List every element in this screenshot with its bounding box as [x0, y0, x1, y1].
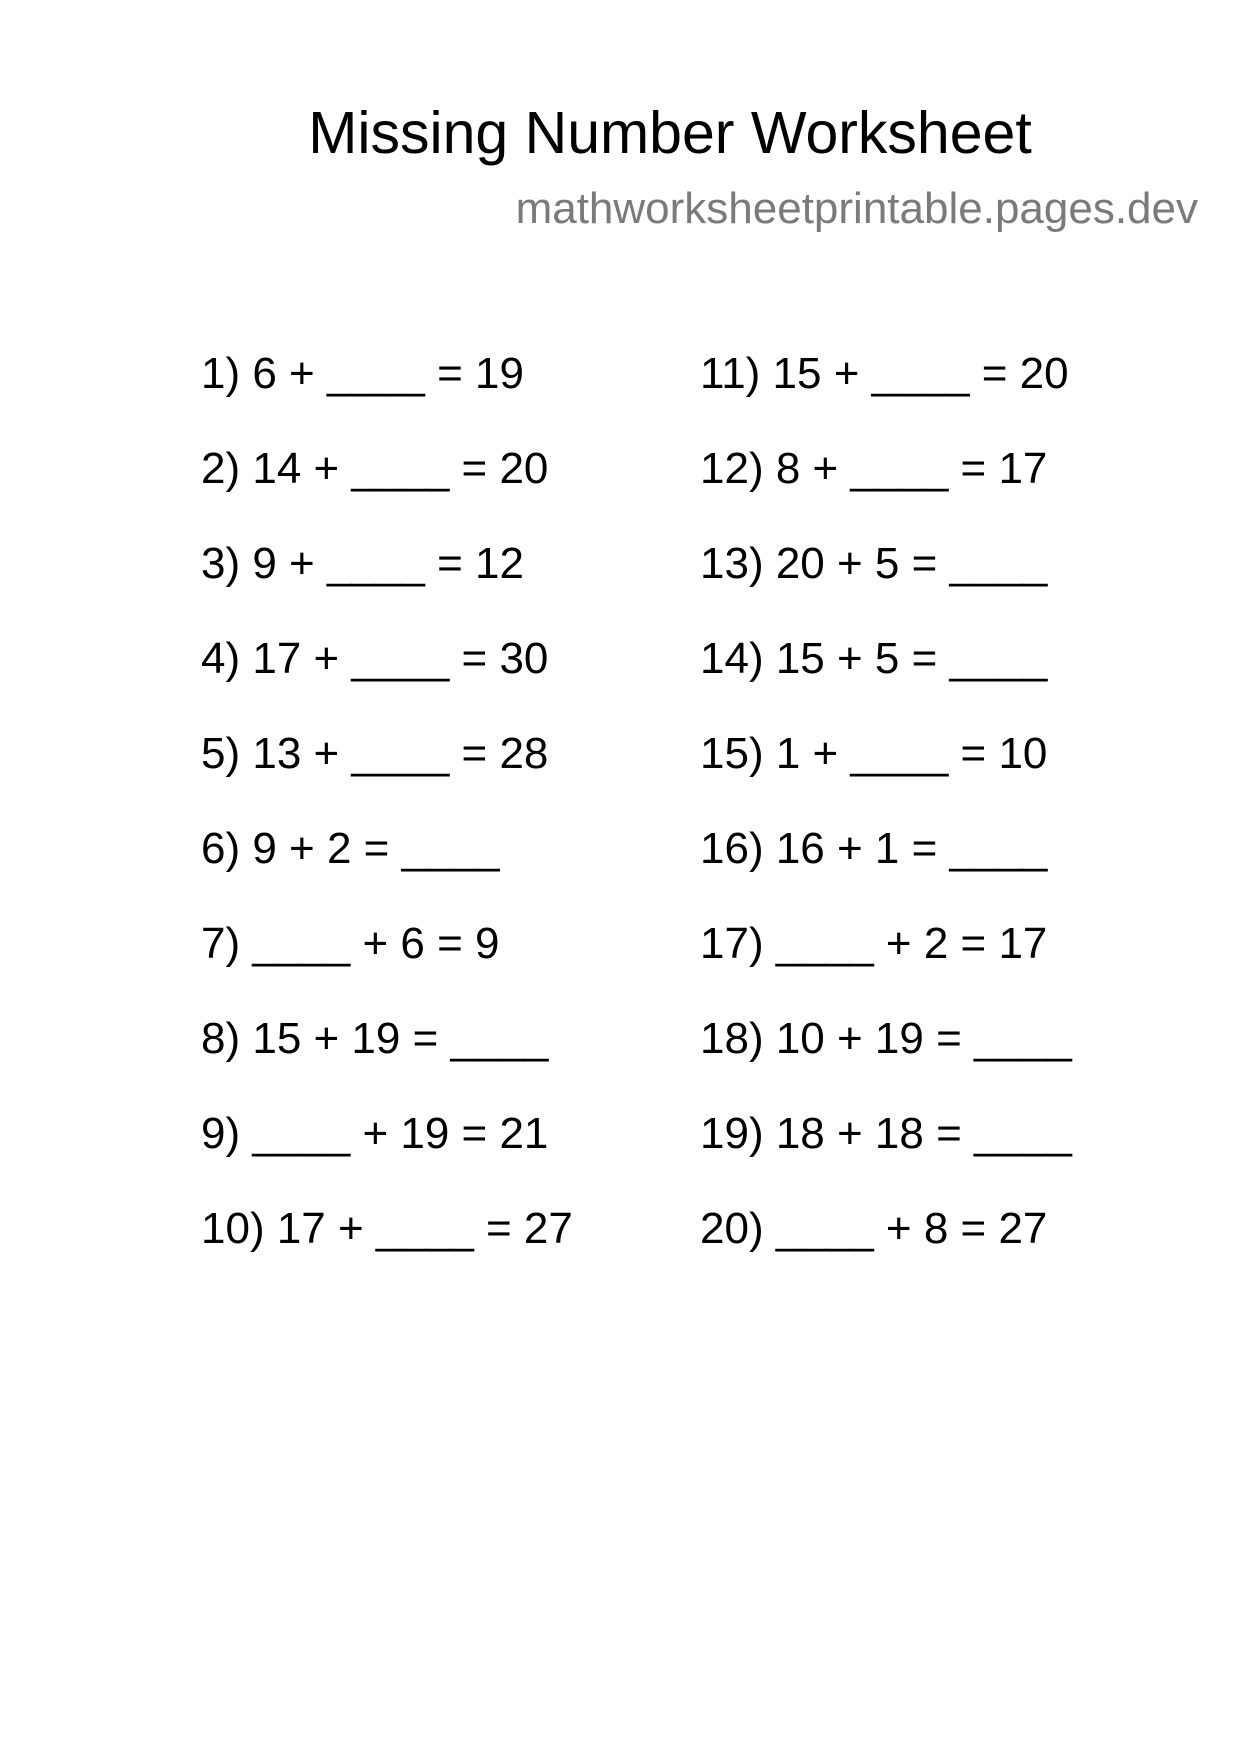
source-url: mathworksheetprintable.pages.dev	[515, 184, 1198, 233]
problem-13: 13) 20 + 5 = ____	[700, 539, 1048, 588]
problem-11: 11) 15 + ____ = 20	[700, 349, 1069, 398]
problem-4: 4) 17 + ____ = 30	[201, 634, 549, 683]
problem-10: 10) 17 + ____ = 27	[201, 1204, 573, 1253]
problem-2: 2) 14 + ____ = 20	[201, 444, 549, 493]
problem-9: 9) ____ + 19 = 21	[201, 1109, 549, 1158]
problem-19: 19) 18 + 18 = ____	[700, 1109, 1072, 1158]
worksheet-title: Missing Number Worksheet	[308, 100, 1032, 166]
problem-8: 8) 15 + 19 = ____	[201, 1014, 549, 1063]
problem-6: 6) 9 + 2 = ____	[201, 824, 500, 873]
problem-3: 3) 9 + ____ = 12	[201, 539, 524, 588]
problem-14: 14) 15 + 5 = ____	[700, 634, 1048, 683]
problem-column-left	[201, 346, 573, 1296]
problem-17: 17) ____ + 2 = 17	[700, 919, 1048, 968]
problem-16: 16) 16 + 1 = ____	[700, 824, 1048, 873]
problem-18: 18) 10 + 19 = ____	[700, 1014, 1072, 1063]
problem-7: 7) ____ + 6 = 9	[201, 919, 500, 968]
problem-5: 5) 13 + ____ = 28	[201, 729, 549, 778]
problem-12: 12) 8 + ____ = 17	[700, 444, 1048, 493]
problem-15: 15) 1 + ____ = 10	[700, 729, 1048, 778]
problem-1: 1) 6 + ____ = 19	[201, 349, 524, 398]
problem-column-right	[700, 346, 1072, 1296]
problem-20: 20) ____ + 8 = 27	[700, 1204, 1048, 1253]
